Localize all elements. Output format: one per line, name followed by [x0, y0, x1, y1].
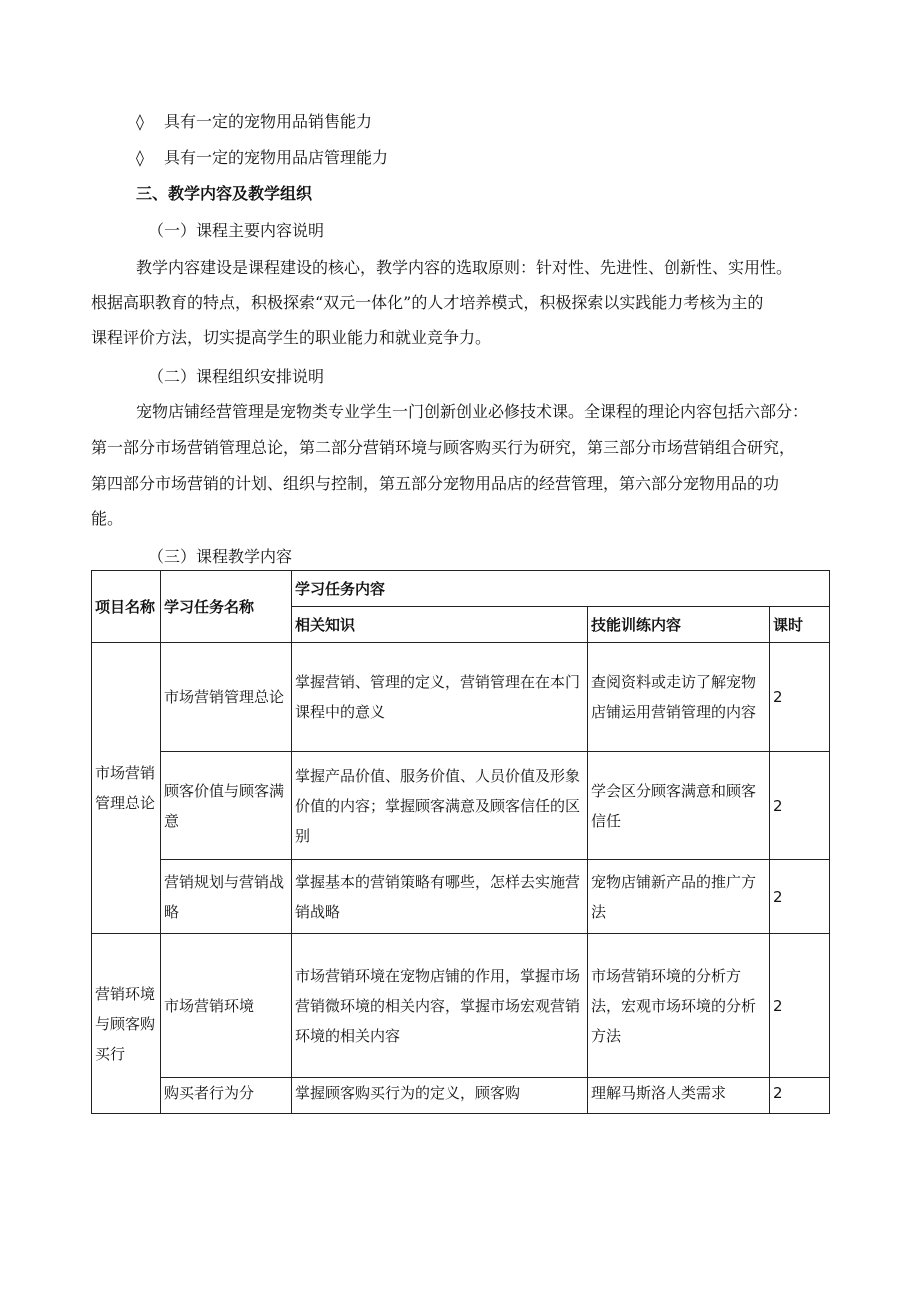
- paragraph-1-line-2: 根据高职教育的特点，积极探索“双元一体化”的人才培养模式，积极探索以实践能力考核为主的: [91, 293, 764, 312]
- skills-cell: 理解马斯洛人类需求: [588, 1078, 770, 1114]
- hours-cell: 2: [770, 934, 830, 1078]
- skills-cell: 查阅资料或走访了解宠物店铺运用营销管理的内容: [588, 643, 770, 752]
- skills-cell: 宠物店铺新产品的推广方法: [588, 860, 770, 934]
- table-row: [92, 934, 830, 1078]
- hours-cell: 2: [770, 643, 830, 752]
- header-skills: 技能训练内容: [588, 607, 770, 643]
- table-row: [92, 643, 830, 752]
- project-cell: 营销环境与顾客购买行: [92, 934, 161, 1114]
- knowledge-cell: 掌握顾客购买行为的定义，顾客购: [292, 1078, 588, 1114]
- table-row: [92, 860, 830, 934]
- project-cell: 市场营销管理总论: [92, 643, 161, 934]
- paragraph-2-line-4: 能。: [91, 509, 124, 528]
- hours-cell: 2: [770, 752, 830, 860]
- section-heading: 三、教学内容及教学组织: [136, 184, 313, 203]
- subsection-heading-3: （三）课程教学内容: [148, 547, 293, 566]
- header-project-name: 项目名称: [92, 571, 161, 643]
- table-header-row-1: [92, 571, 830, 607]
- knowledge-cell: 掌握产品价值、服务价值、人员价值及形象价值的内容；掌握顾客满意及顾客信任的区别: [292, 752, 588, 860]
- paragraph-1-line-3: 课程评价方法，切实提高学生的职业能力和就业竞争力。: [91, 328, 492, 347]
- hours-cell: 2: [770, 860, 830, 934]
- task-cell: 市场营销环境: [161, 934, 292, 1078]
- bullet-item-1: [136, 110, 372, 134]
- paragraph-2-line-3: 第四部分市场营销的计划、组织与控制，第五部分宠物用品店的经营管理，第六部分宠物用品的功: [91, 474, 780, 493]
- task-cell: 市场营销管理总论: [161, 643, 292, 752]
- paragraph-2-line-2: 第一部分市场营销管理总论，第二部分营销环境与顾客购买行为研究，第三部分市场营销组合研究，: [91, 438, 796, 457]
- skills-cell: 市场营销环境的分析方法，宏观市场环境的分析方法: [588, 934, 770, 1078]
- header-knowledge: 相关知识: [292, 607, 588, 643]
- knowledge-cell: 掌握基本的营销策略有哪些，怎样去实施营销战略: [292, 860, 588, 934]
- diamond-bullet-icon: ◊: [136, 112, 144, 131]
- subsection-heading-2: （二）课程组织安排说明: [148, 367, 325, 386]
- diamond-bullet-icon: ◊: [136, 148, 144, 167]
- paragraph-2-line-1: 宠物店铺经营管理是宠物类专业学生一门创新创业必修技术课。全课程的理论内容包括六部分：: [136, 402, 809, 421]
- paragraph-1-line-1: 教学内容建设是课程建设的核心，教学内容的选取原则：针对性、先进性、创新性、实用性。: [136, 258, 793, 277]
- header-hours: 课时: [770, 607, 830, 643]
- knowledge-cell: 掌握营销、管理的定义，营销管理在在本门课程中的意义: [292, 643, 588, 752]
- knowledge-cell: 市场营销环境在宠物店铺的作用，掌握市场营销微环境的相关内容，掌握市场宏观营销环境的相关内容: [292, 934, 588, 1078]
- header-task-content: 学习任务内容: [292, 571, 830, 607]
- bullet-text: 具有一定的宠物用品店管理能力: [164, 148, 389, 167]
- task-cell: 营销规划与营销战略: [161, 860, 292, 934]
- bullet-text: 具有一定的宠物用品销售能力: [164, 112, 373, 131]
- subsection-heading-1: （一）课程主要内容说明: [148, 221, 325, 240]
- table-row: [92, 752, 830, 860]
- bullet-item-2: [136, 146, 388, 170]
- task-cell: 购买者行为分: [161, 1078, 292, 1114]
- hours-cell: 2: [770, 1078, 830, 1114]
- table-row: [92, 1078, 830, 1114]
- skills-cell: 学会区分顾客满意和顾客信任: [588, 752, 770, 860]
- course-content-table: [91, 570, 830, 1114]
- task-cell: 顾客价值与顾客满意: [161, 752, 292, 860]
- header-task-name: 学习任务名称: [161, 571, 292, 643]
